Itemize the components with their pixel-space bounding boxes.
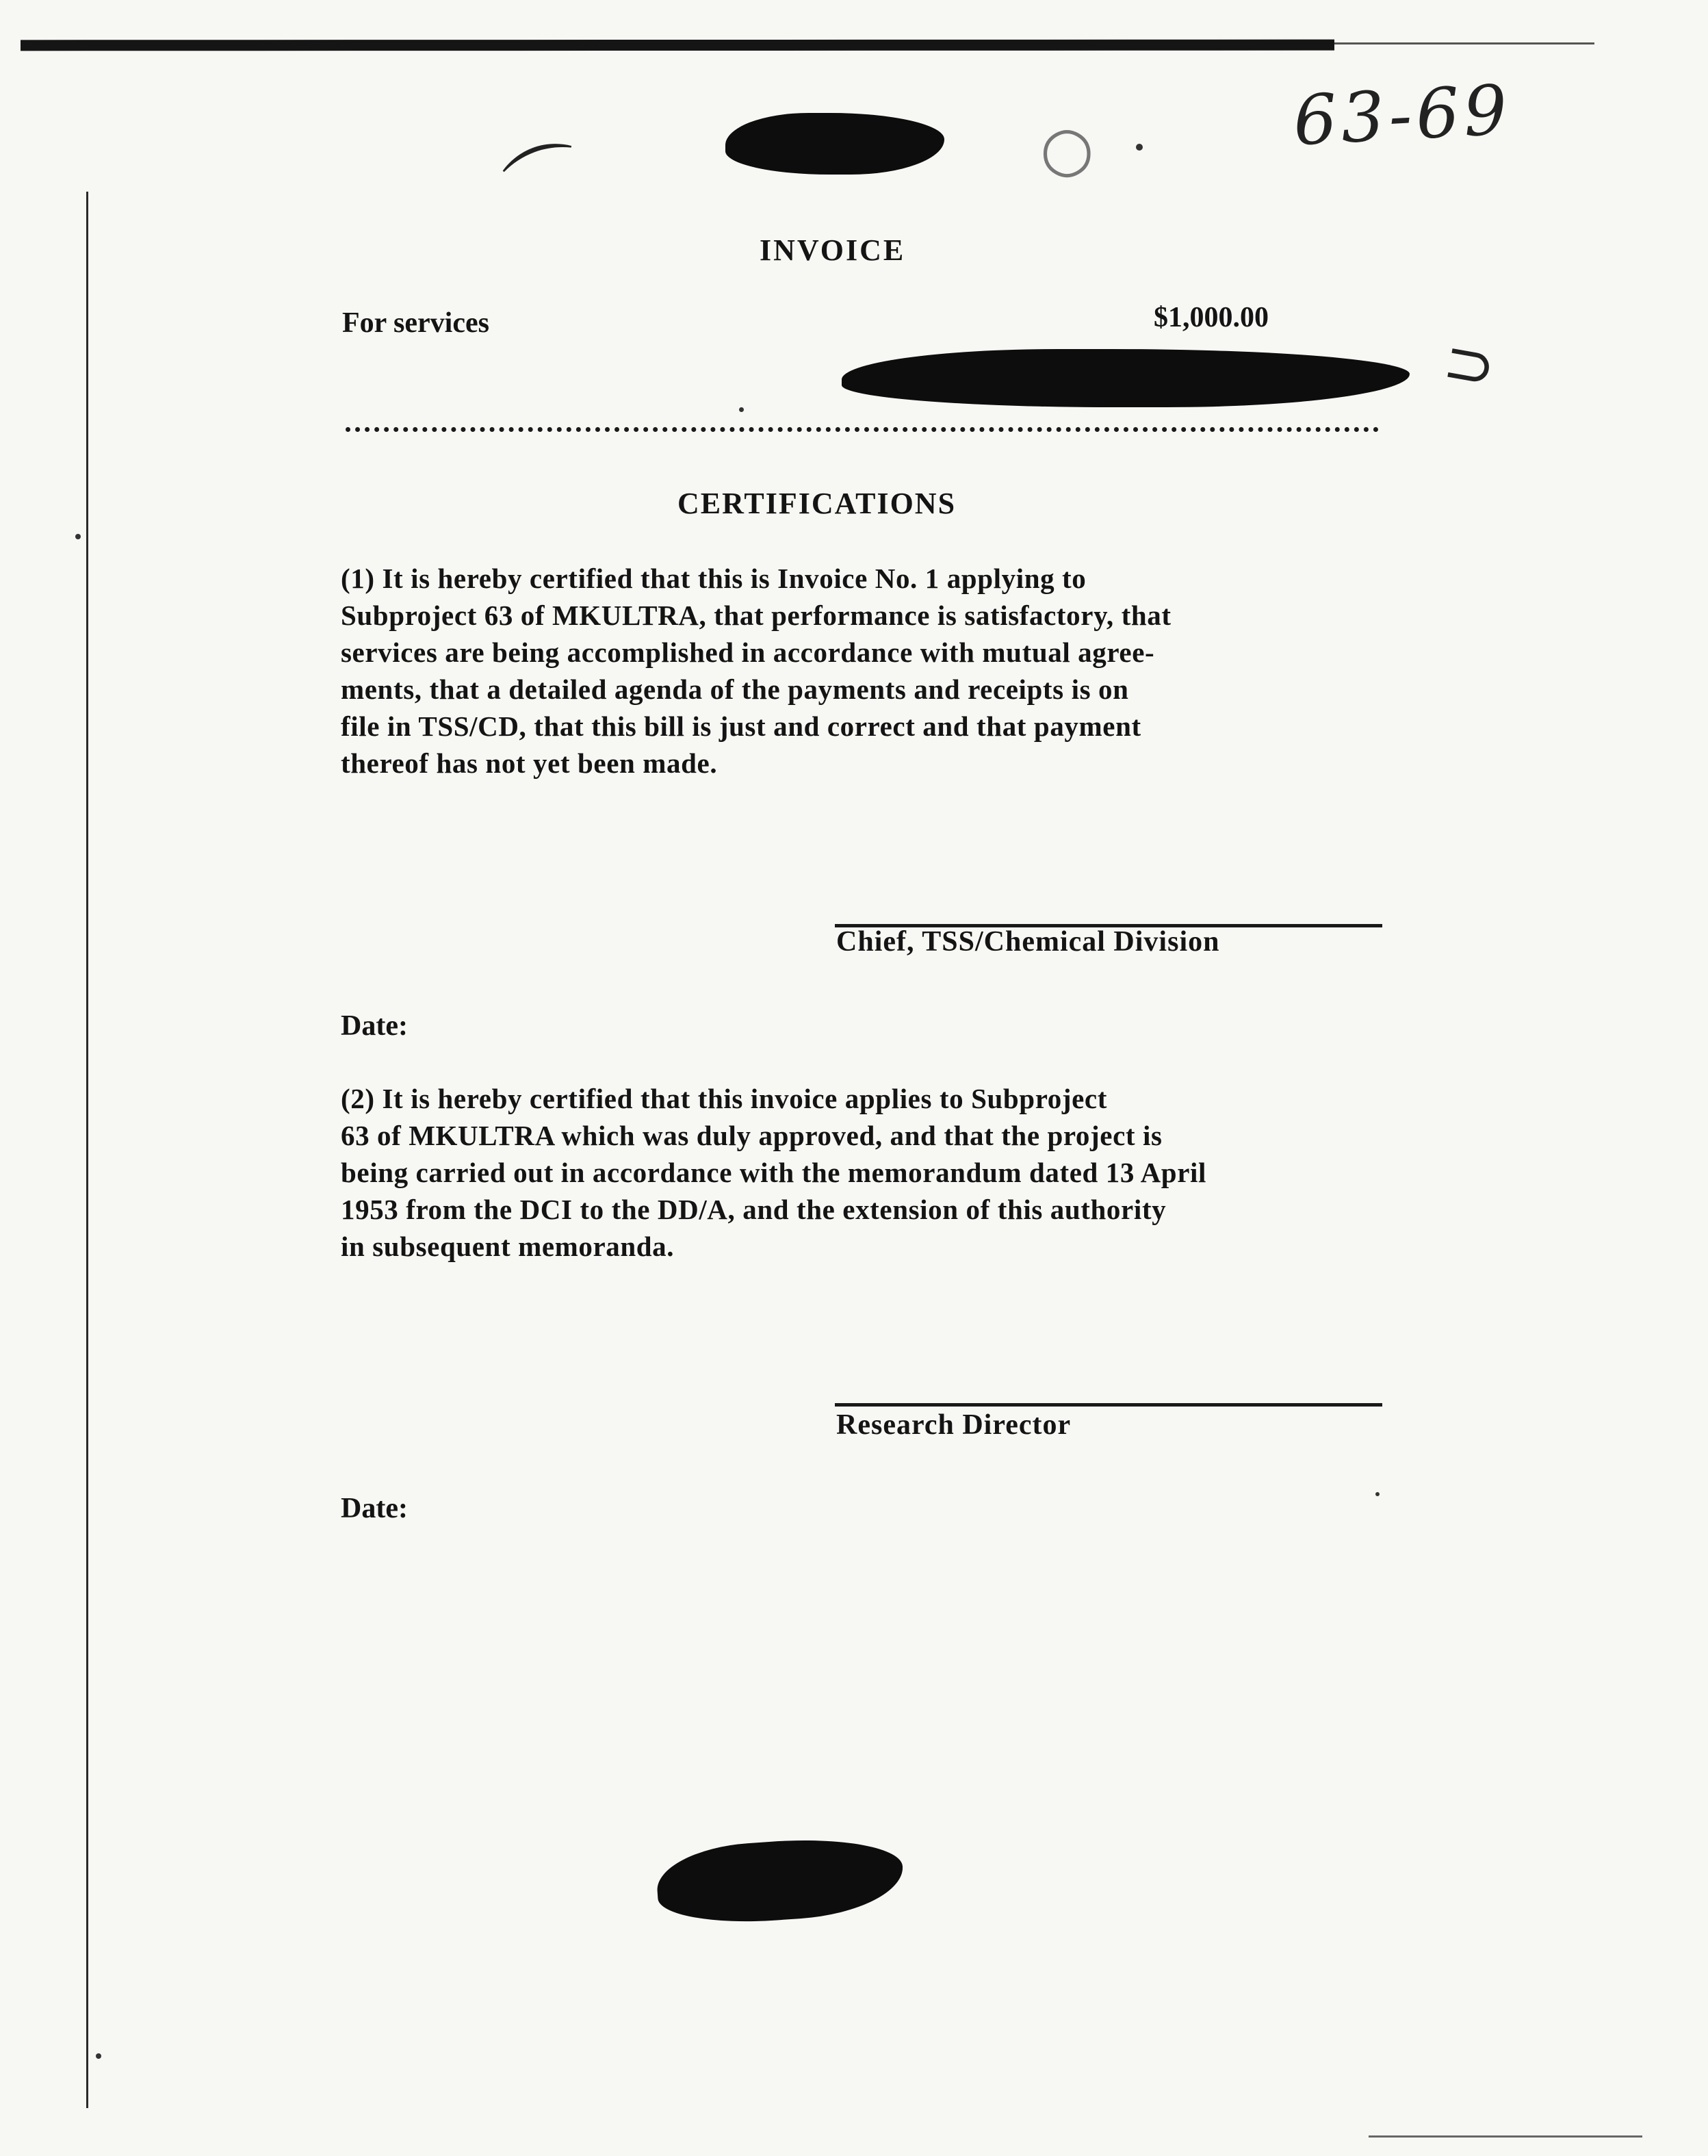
left-margin-rule bbox=[86, 192, 88, 2108]
scan-speck bbox=[75, 534, 81, 539]
bottom-edge-line bbox=[1369, 2135, 1642, 2138]
top-edge-thin-line bbox=[1334, 42, 1594, 44]
redaction-top bbox=[725, 113, 944, 175]
faint-circle-mark-icon: ○ bbox=[1040, 113, 1094, 185]
signatory-1-title: Chief, TSS/Chemical Division bbox=[836, 926, 1220, 958]
date-label-1: Date: bbox=[341, 1010, 408, 1042]
redaction-under-amount bbox=[842, 349, 1410, 407]
date-label-2: Date: bbox=[341, 1493, 408, 1524]
services-amount: $1,000.00 bbox=[1154, 302, 1269, 333]
dotted-separator bbox=[346, 427, 1379, 432]
certification-1-text: (1) It is hereby certified that this is Invoice No. 1 applying to Subproject 63 of MKULTRA, that performance is satisfactory, that services are being accomplished in accordance with mutual agree- ments, that a detailed agenda of the payments and receipts is on file in TSS/CD, that this bill is just and correct and that payment thereof has not yet been made. bbox=[341, 563, 1172, 779]
services-label: For services bbox=[342, 307, 489, 339]
handwritten-document-number: 63-69 bbox=[1291, 69, 1514, 162]
services-line bbox=[342, 301, 1286, 339]
scan-speck bbox=[1375, 1492, 1380, 1496]
top-edge-bar bbox=[21, 40, 1334, 51]
scan-speck bbox=[739, 407, 744, 412]
certifications-heading: CERTIFICATIONS bbox=[677, 487, 957, 520]
hand-mark-c-icon: ⊃ bbox=[1438, 324, 1501, 405]
signatory-2-title: Research Director bbox=[836, 1409, 1072, 1441]
hand-mark-circle-icon: ⌒ bbox=[495, 129, 597, 238]
invoice-title: INVOICE bbox=[760, 233, 906, 267]
signature-line-2 bbox=[835, 1403, 1382, 1407]
scan-speck bbox=[96, 2053, 101, 2059]
certification-2-text: (2) It is hereby certified that this invoice applies to Subproject 63 of MKULTRA which was duly approved, and that the project is being carried out in accordance with the memorandum dated 13 April 1953 from the DCI to the DD/A, and the extension of this authority in subsequent memoranda. bbox=[341, 1083, 1206, 1262]
redaction-bottom bbox=[654, 1833, 905, 1929]
scan-speck bbox=[1136, 144, 1143, 151]
